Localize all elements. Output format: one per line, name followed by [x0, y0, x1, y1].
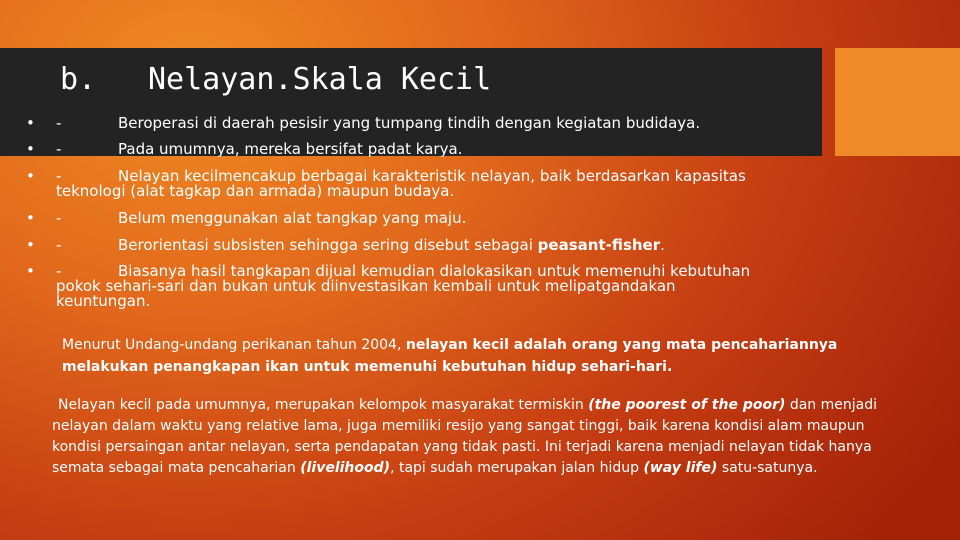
- description-part: satu-satunya.: [717, 460, 818, 476]
- bullet-text: Pada umumnya, mereka bersifat padat karya.: [118, 140, 463, 158]
- definition-paragraph: [62, 334, 862, 378]
- bullet-dash: -: [56, 167, 62, 185]
- bullet-text: Belum menggunakan alat tangkap yang maju.: [118, 209, 467, 227]
- description-paragraph: [52, 395, 902, 479]
- bullet-text-bold: peasant-fisher: [537, 236, 661, 254]
- bullet-text: [56, 238, 766, 253]
- bullet-text-pre: Berorientasi subsisten sehingga sering disebut sebagai: [118, 236, 538, 254]
- bullet-text: Nelayan kecilmencakup berbagai karakteristik nelayan, baik berdasarkan kapasitas teknologi (alat tagkap dan armada) maupun budaya.: [56, 167, 746, 200]
- bullet-dash: -: [56, 262, 62, 280]
- accent-box: [835, 48, 960, 156]
- bullet-marker: •: [26, 236, 35, 254]
- bullet-dash: -: [56, 236, 62, 254]
- description-part: Nelayan kecil pada umumnya, merupakan kelompok masyarakat termiskin: [58, 397, 589, 413]
- bullet-marker: •: [26, 167, 35, 185]
- bullet-text: Beroperasi di daerah pesisir yang tumpang tindih dengan kegiatan budidaya.: [118, 114, 701, 132]
- bullet-marker: •: [26, 140, 35, 158]
- description-emphasis: (livelihood): [300, 460, 391, 476]
- description-part: dan menjadi nelayan dalam waktu yang relative lama, juga memiliki resijo yang sangat tinggi, baik karena kondisi alam maupun kondisi persaingan antar nelayan, serta pendapatan yang tidak pasti. Ini terjadi karena menjadi nelayan tidak hanya semata sebagai mata pencaharian: [52, 397, 877, 476]
- bullet-marker: •: [26, 262, 35, 280]
- description-emphasis: (way life): [643, 460, 718, 476]
- slide-title: Nelayan.Skala Kecil: [148, 62, 492, 97]
- bullet-dash: -: [56, 209, 62, 227]
- bullet-marker: •: [26, 114, 35, 132]
- title-letter: b.: [60, 62, 97, 97]
- bullet-text: Biasanya hasil tangkapan dijual kemudian dialokasikan untuk memenuhi kebutuhan pokok sehari-sari dan bukan untuk diinvestasikan kembali untuk melipatgandakan keuntungan.: [56, 262, 751, 310]
- description-emphasis: (the poorest of the poor): [588, 397, 786, 413]
- definition-bold: nelayan kecil adalah orang yang mata pencahariannya melakukan penangkapan ikan untuk memenuhi kebutuhan hidup sehari-hari.: [62, 337, 838, 375]
- bullet-text-post: .: [660, 236, 665, 254]
- bullet-dash: -: [56, 140, 62, 158]
- definition-plain: Menurut Undang-undang perikanan tahun 2004,: [62, 337, 406, 353]
- bullet-marker: •: [26, 209, 35, 227]
- bullet-dash: -: [56, 114, 62, 132]
- description-part: , tapi sudah merupakan jalan hidup: [390, 460, 644, 476]
